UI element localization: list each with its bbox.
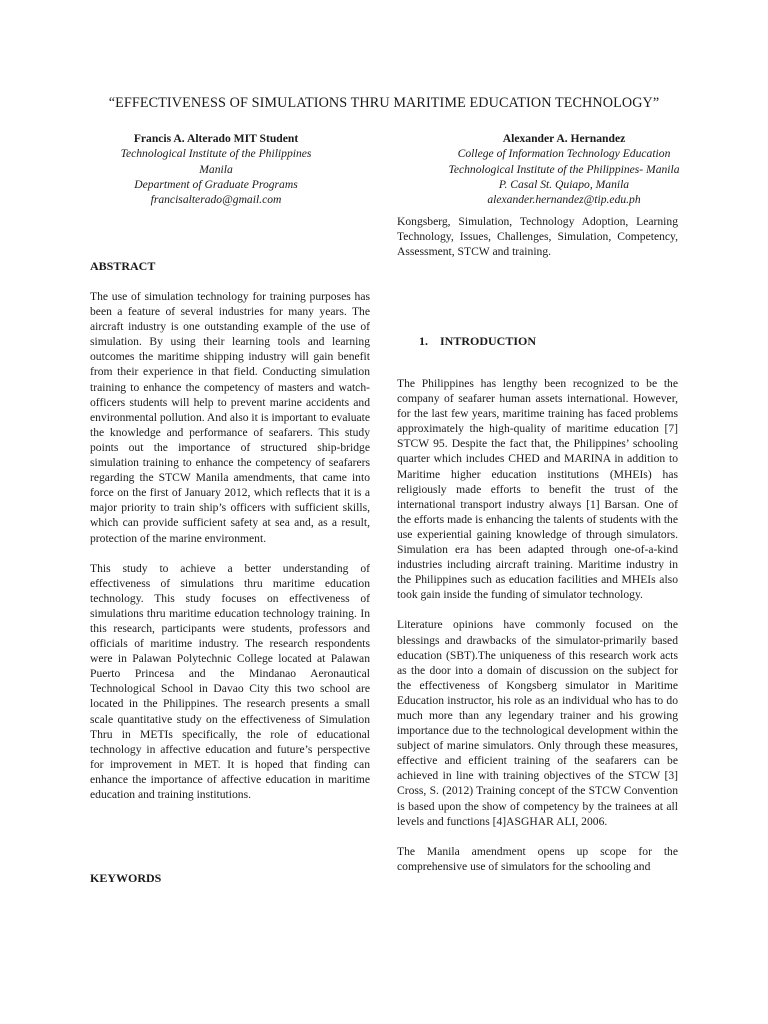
keywords-text: Kongsberg, Simulation, Technology Adoption, Learning Technology, Issues, Challenges, Simulation, Competency, Assessment, STCW and training.	[397, 215, 678, 259]
author-affiliation: Technological Institute of the Philippines	[120, 147, 312, 161]
author-department: Department of Graduate Programs	[134, 177, 298, 191]
introduction-body	[397, 376, 678, 874]
author-email: francisalterado@gmail.com	[150, 193, 282, 207]
author-block-2	[398, 131, 730, 207]
author-affiliation: Technological Institute of the Philippines- Manila	[448, 162, 680, 176]
author-affiliation: Manila	[199, 162, 233, 176]
introduction-heading: 1. INTRODUCTION	[419, 334, 537, 348]
author-email: alexander.hernandez@tip.edu.ph	[487, 193, 641, 207]
author-name: Francis A. Alterado MIT Student	[133, 132, 299, 145]
author-affiliation: College of Information Technology Education	[457, 147, 671, 161]
abstract-heading: ABSTRACT	[90, 259, 156, 273]
author-name: Alexander A. Hernandez	[502, 132, 626, 145]
introduction-paragraph: Literature opinions have commonly focused on the blessings and drawbacks of the simulator-primarily based education (SBT).The uniqueness of this research work acts as the door into a domain of discussion on the subject for the effectiveness of Kongsberg simulator in Maritime Education instructor, his role as an individual who has to do much more than any legendary trainer and his growing importance due to the technological development within the subject of marine simulators. Only through these measures, effective and efficient training of the seafarers can be achieved in line with training objectives of the STCW [3] Cross, S. (2012) Training concept of the STCW Convention is based upon the show of competency by the trainees at all levels and functions [4]ASGHAR ALI, 2006.	[397, 618, 678, 828]
introduction-paragraph: The Philippines has lengthy been recognized to be the company of seafarer human assets international. However, for the last few years, maritime training has faced problems approximately the high-quality of maritime education [7] STCW 95. Despite the fact that, the Philippines’ schooling quarter which includes CHED and MARINA in addition to Maritime higher education institutions (MHEIs) has religiously made efforts to benefit the trust of the international transport industry always [1] Barsan. One of the efforts made is enhancing the talents of students with the use experiential gaining knowledge of through simulators. Simulation era has been adapted through one-of-a-kind industries including aircraft training. Maritime industry in the Philippines such as education facilities and MHEIs also took gain inside the funding of simulator technology.	[397, 377, 678, 602]
abstract-body	[90, 289, 370, 802]
author-address: P. Casal St. Quiapo, Manila	[498, 177, 630, 191]
abstract-paragraph: The use of simulation technology for training purposes has been a feature of several industries for many years. The aircraft industry is one outstanding example of the use of simulation. By using their learning tools and learning outcomes the maritime shipping industry will gain benefit from their experience in that field. Conducting simulation training to enhance the competency of masters and watch-officers students will help to prevent marine accidents and environmental pollution. And also it is important to evaluate the knowledge and performance of seafarers. This study points out the importance of structured ship-bridge simulation training to enhance the competency of seafarers regarding the STCW Manila amendments, that came into force on the first of January 2012, which reflects that it is a major priority to train ship’s officers with sufficient skills, which can provide sufficient safety at sea and, as a result, protection of the marine environment.	[90, 290, 370, 545]
introduction-paragraph: The Manila amendment opens up scope for the comprehensive use of simulators for the schooling and	[397, 844, 678, 873]
abstract-paragraph: This study to achieve a better understanding of effectiveness of simulations thru maritime education technology. This study focuses on effectiveness of simulations thru maritime education technology training. In this research, participants were students, professors and officials of maritime industry. The research respondents were in Palawan Polytechnic College located at Palawan Puerto Princesa and the Mindanao Aeronautical Technological School in Davao City this two school are located in the Philippines. The research presents a small scale quantitative study on the effectiveness of Simulation Thru in METIs specifically, the role of educational technology in affective education and future’s perspective for improvement in MET. It is hoped that finding can enhance the importance of affective education in maritime education and training institutions.	[90, 561, 370, 801]
author-block-1	[90, 131, 342, 207]
keywords-heading: KEYWORDS	[90, 871, 162, 885]
paper-title: “EFFECTIVENESS OF SIMULATIONS THRU MARITIME EDUCATION TECHNOLOGY”	[108, 95, 660, 111]
